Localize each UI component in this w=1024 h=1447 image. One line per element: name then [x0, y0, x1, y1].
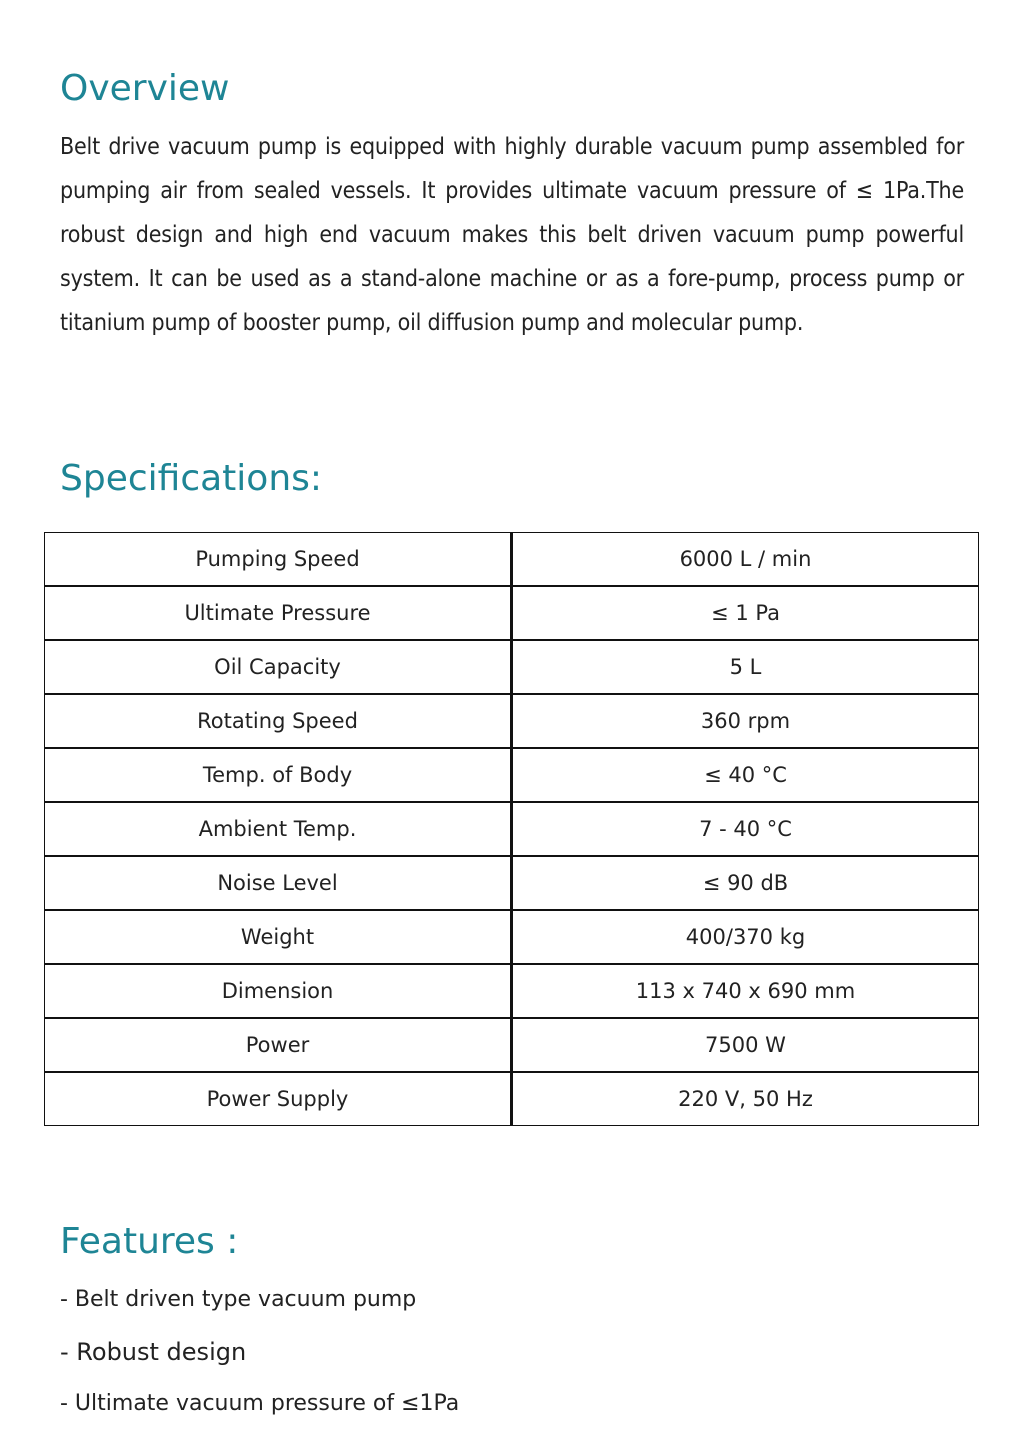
- overview-paragraph: Belt drive vacuum pump is equipped with highly durable vacuum pump assembled for pumping air from sealed vessels. It provides ultimate vacuum pressure of ≤ 1Pa.The robust design and high end vacuum makes this belt driven vacuum pump powerful system. It can be used as a stand-alone machine or as a fore-pump, process pump or titanium pump of booster pump, oil diffusion pump and molecular pump.: [60, 134, 964, 336]
- table-row: [45, 586, 979, 640]
- spec-label: Ambient Temp.: [45, 802, 512, 856]
- spec-value: 7 - 40 °C: [512, 802, 979, 856]
- spec-label: Oil Capacity: [45, 640, 512, 694]
- table-row: [45, 964, 979, 1018]
- table-row: [45, 533, 979, 587]
- spec-label: Pumping Speed: [45, 533, 512, 587]
- feature-item: - Ultimate vacuum pressure of ≤1Pa: [60, 1391, 460, 1416]
- spec-value: 400/370 kg: [512, 910, 979, 964]
- spec-value: 5 L: [512, 640, 979, 694]
- table-row: [45, 1018, 979, 1072]
- spec-value: 113 x 740 x 690 mm: [512, 964, 979, 1018]
- specifications-table: [44, 532, 979, 1126]
- spec-value: 7500 W: [512, 1018, 979, 1072]
- spec-label: Weight: [45, 910, 512, 964]
- spec-value: 220 V, 50 Hz: [512, 1072, 979, 1126]
- table-row: [45, 802, 979, 856]
- spec-value: 6000 L / min: [512, 533, 979, 587]
- spec-label: Power Supply: [45, 1072, 512, 1126]
- overview-heading: Overview: [60, 68, 230, 109]
- table-row: [45, 910, 979, 964]
- feature-item: - Belt driven type vacuum pump: [60, 1287, 417, 1312]
- table-row: [45, 748, 979, 802]
- spec-value: ≤ 40 °C: [512, 748, 979, 802]
- spec-label: Rotating Speed: [45, 694, 512, 748]
- spec-label: Temp. of Body: [45, 748, 512, 802]
- specifications-heading: Specifications:: [60, 458, 323, 499]
- spec-label: Ultimate Pressure: [45, 586, 512, 640]
- table-row: [45, 694, 979, 748]
- spec-label: Noise Level: [45, 856, 512, 910]
- features-heading: Features :: [60, 1221, 239, 1262]
- table-row: [45, 1072, 979, 1126]
- spec-label: Dimension: [45, 964, 512, 1018]
- table-row: [45, 856, 979, 910]
- spec-value: 360 rpm: [512, 694, 979, 748]
- spec-value: ≤ 1 Pa: [512, 586, 979, 640]
- table-row: [45, 640, 979, 694]
- feature-item: - Robust design: [60, 1338, 247, 1366]
- spec-label: Power: [45, 1018, 512, 1072]
- spec-value: ≤ 90 dB: [512, 856, 979, 910]
